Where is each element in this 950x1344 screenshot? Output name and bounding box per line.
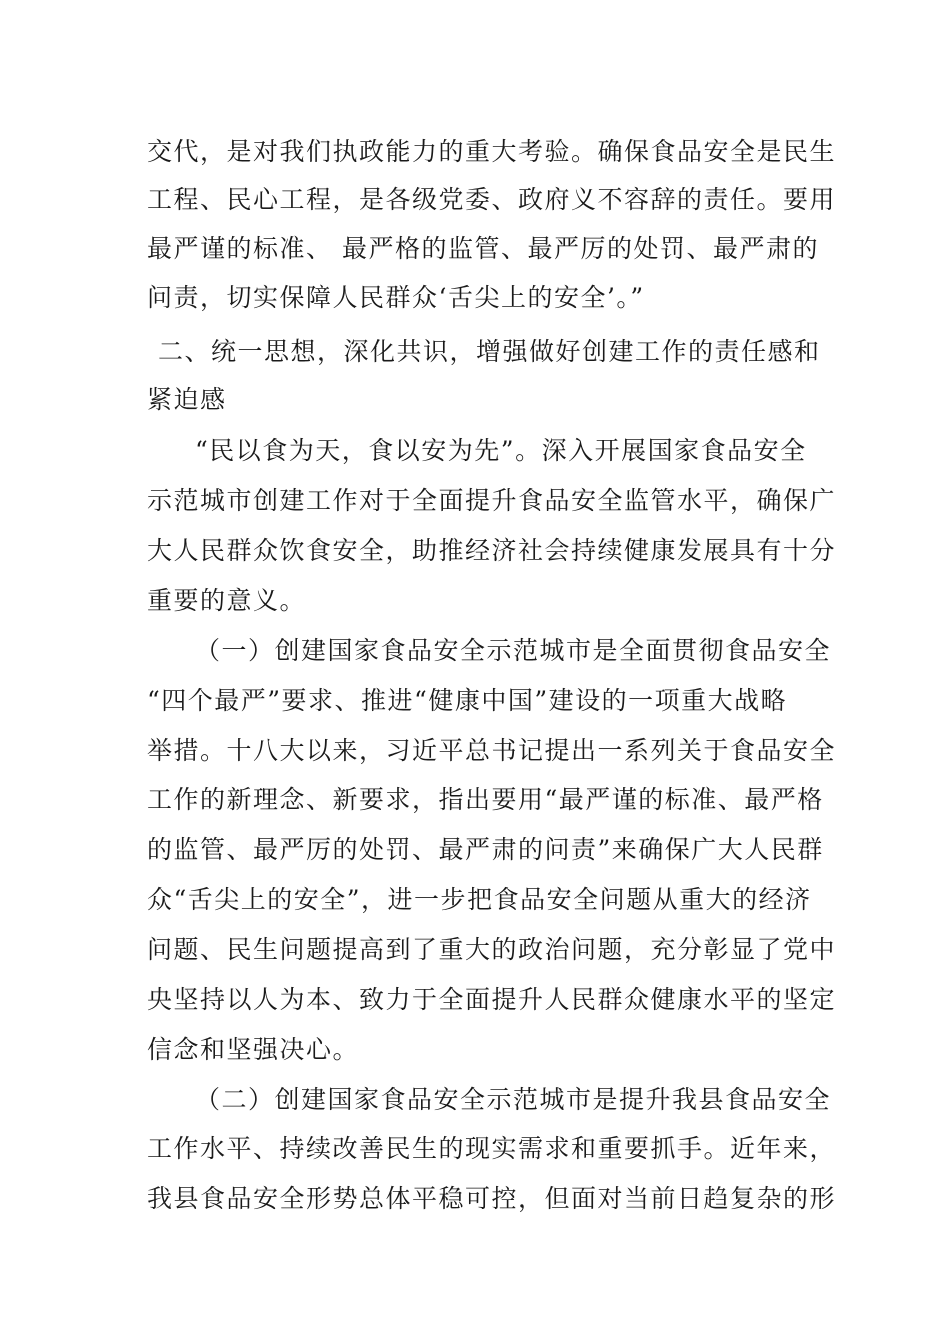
text-line: 我县食品安全形势总体平稳可控，但面对当前日趋复杂的形 bbox=[147, 1184, 837, 1213]
paragraph-first-line: （二）创建国家食品安全示范城市是提升我县食品安全 bbox=[195, 1085, 832, 1114]
text-line: 举措。十八大以来，习近平总书记提出一系列关于食品安全 bbox=[147, 736, 837, 765]
text-line: 重要的意义。 bbox=[147, 586, 307, 615]
text-line: 的监管、最严厉的处罚、最严肃的问责”来确保广大人民群 bbox=[147, 835, 824, 864]
section-heading-continued: 紧迫感 bbox=[147, 385, 227, 414]
paragraph-first-line: “民以食为天，食以安为先”。深入开展国家食品安全 bbox=[195, 436, 807, 465]
text-line: 工程、民心工程，是各级党委、政府义不容辞的责任。要用 bbox=[147, 185, 837, 214]
text-line: 交代，是对我们执政能力的重大考验。确保食品安全是民生 bbox=[147, 137, 837, 166]
section-heading: 二、统一思想，深化共识，增强做好创建工作的责任感和 bbox=[158, 337, 821, 366]
paragraph-first-line: （一）创建国家食品安全示范城市是全面贯彻食品安全 bbox=[195, 636, 832, 665]
text-line: 大人民群众饮食安全，助推经济社会持续健康发展具有十分 bbox=[147, 536, 837, 565]
text-line: 最严谨的标准、 最严格的监管、最严厉的处罚、最严肃的 bbox=[147, 234, 819, 263]
text-line: 问题、民生问题提高到了重大的政治问题，充分彰显了党中 bbox=[147, 935, 837, 964]
text-line: 众“舌尖上的安全”，进一步把食品安全问题从重大的经济 bbox=[147, 885, 812, 914]
text-line: 工作水平、持续改善民生的现实需求和重要抓手。近年来， bbox=[147, 1134, 837, 1163]
text-line: 问责，切实保障人民群众‘舌尖上的安全’。” bbox=[147, 283, 645, 312]
text-line: 示范城市创建工作对于全面提升食品安全监管水平，确保广 bbox=[147, 486, 837, 515]
text-line: 央坚持以人为本、致力于全面提升人民群众健康水平的坚定 bbox=[147, 985, 837, 1014]
text-line: “四个最严”要求、推进“健康中国”建设的一项重大战略 bbox=[147, 686, 788, 715]
text-line: 工作的新理念、新要求，指出要用“最严谨的标准、最严格 bbox=[147, 785, 824, 814]
text-line: 信念和坚强决心。 bbox=[147, 1035, 360, 1064]
